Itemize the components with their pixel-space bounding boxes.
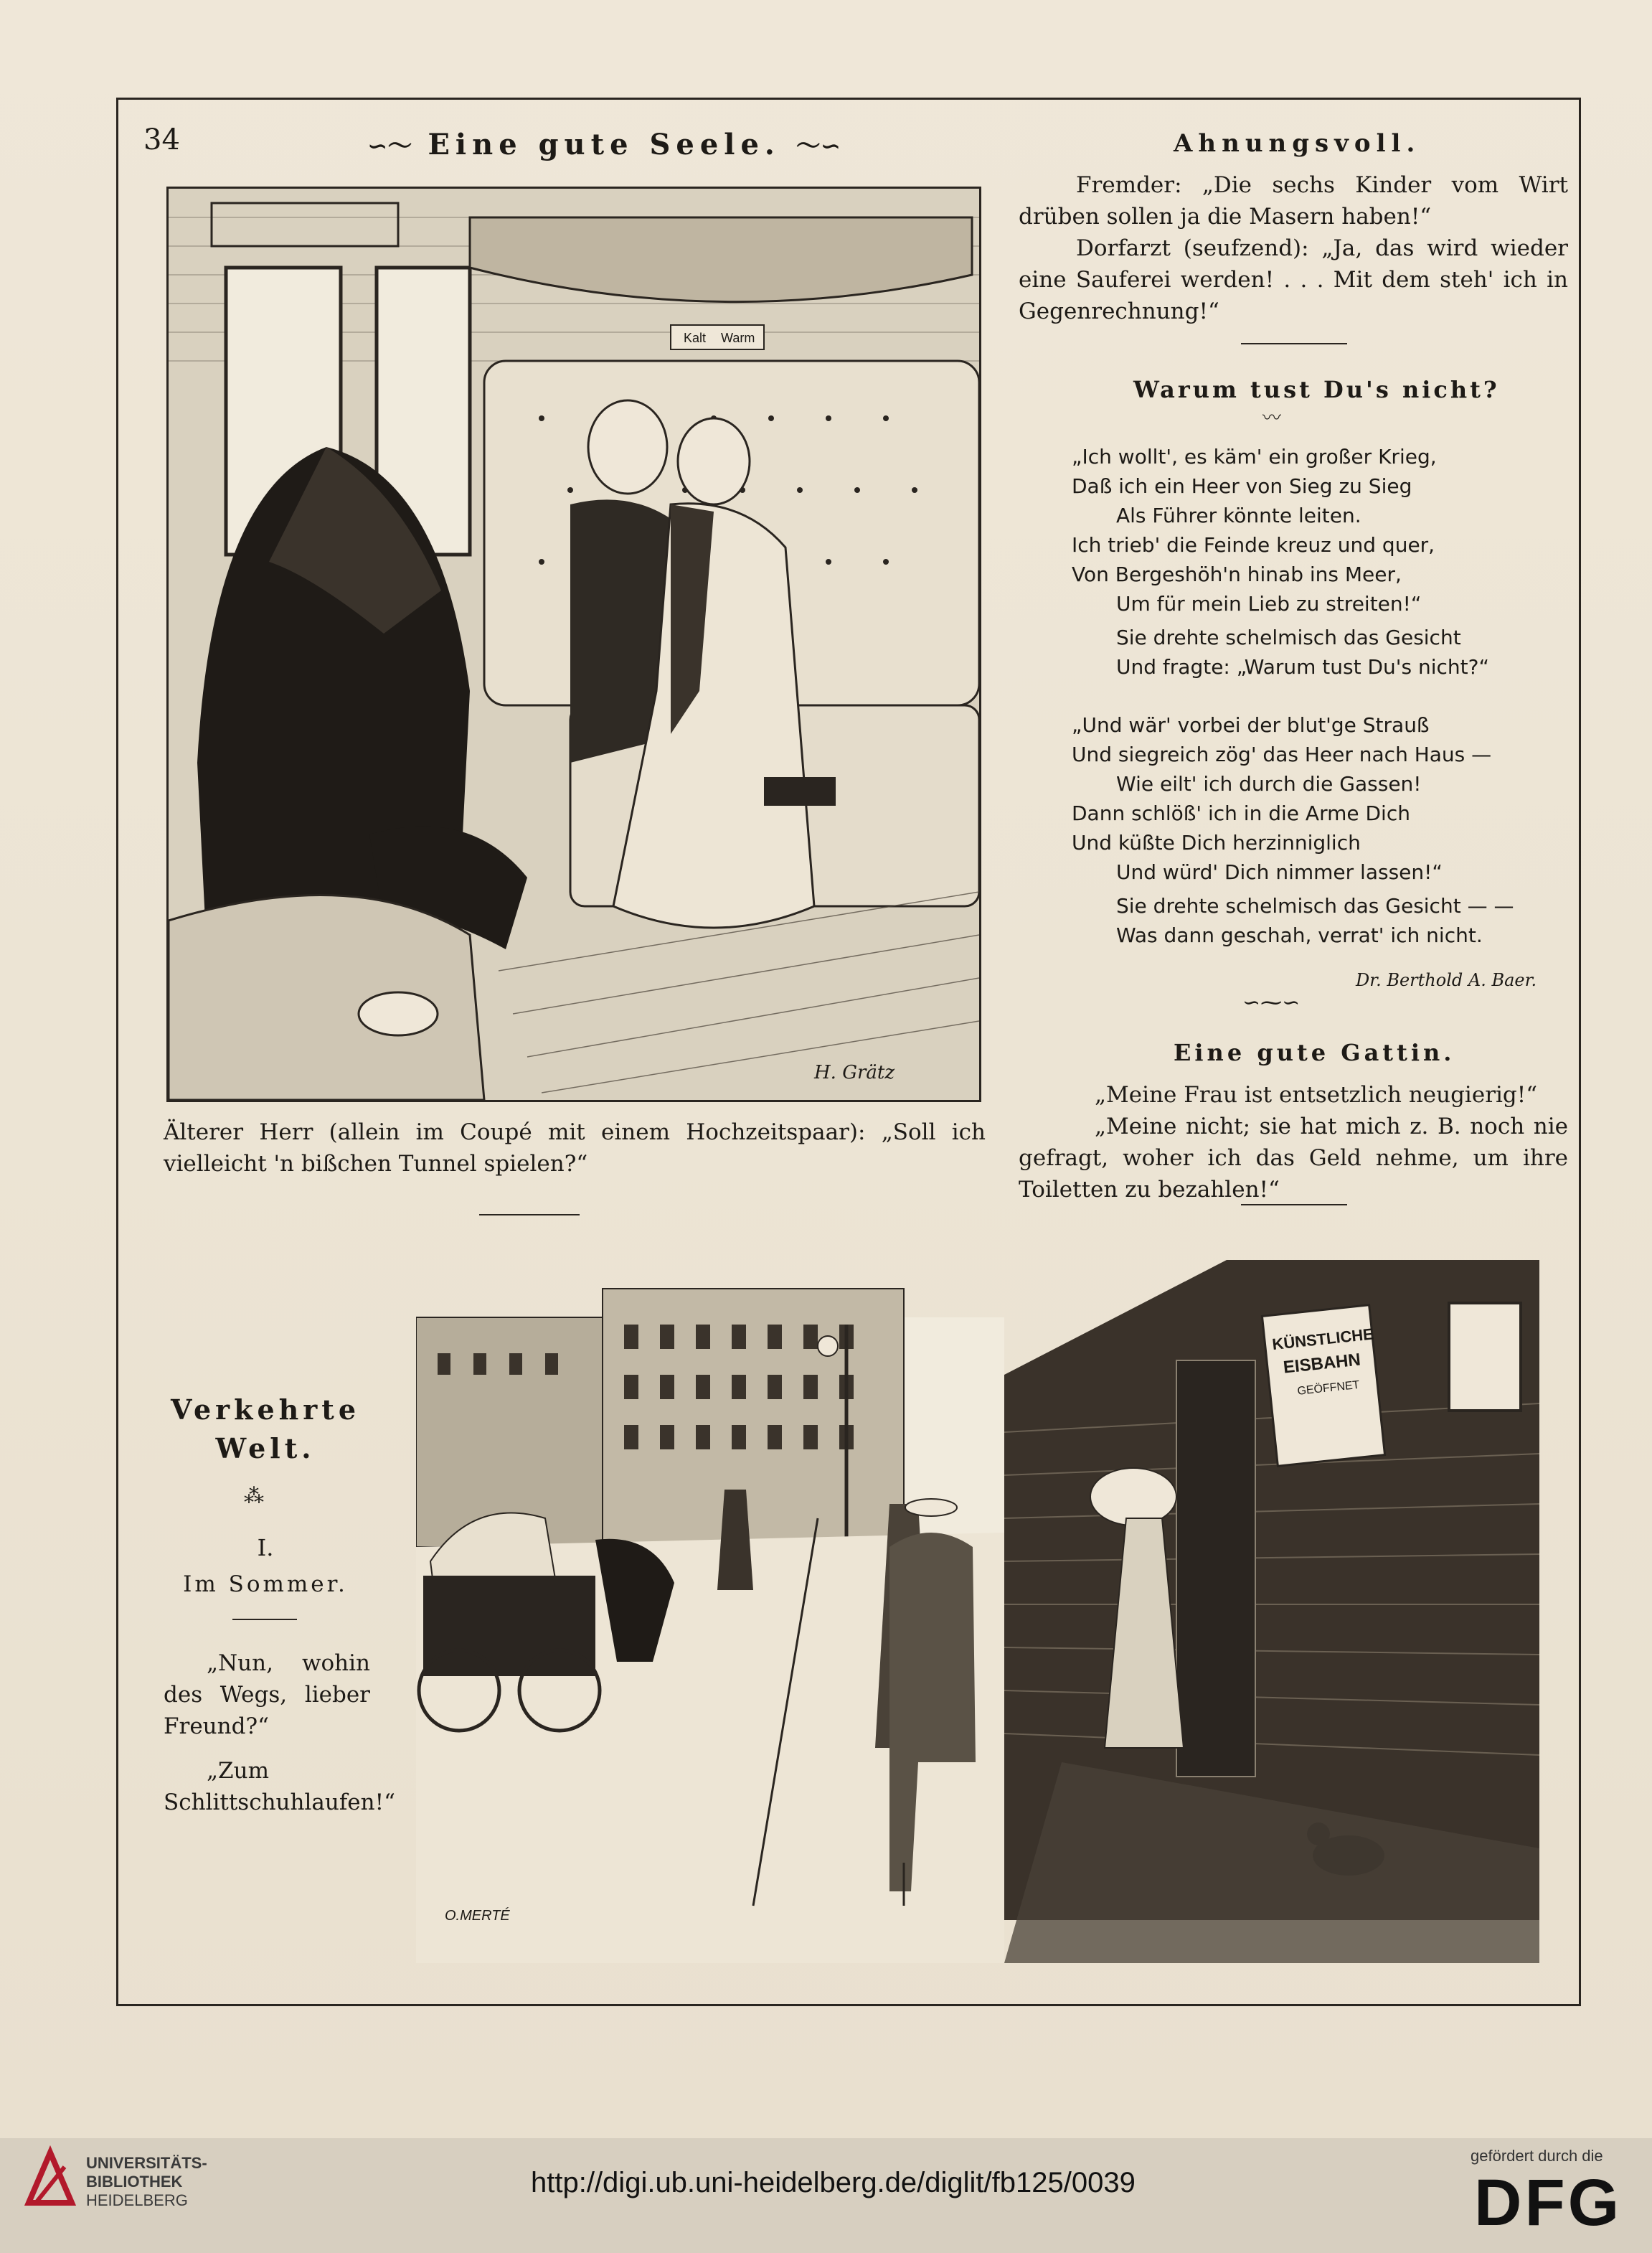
gattin-paragraph-1: „Meine Frau ist entsetzlich neugierig!“ xyxy=(1095,1082,1538,1108)
verkehrte-title-line1: Verkehrte xyxy=(170,1393,361,1426)
verkehrte-text-1: „Nun, wohin des Wegs, lieber Freund?“ xyxy=(164,1650,370,1739)
poem-line: Wie eilt' ich durch die Gassen! xyxy=(1116,772,1422,796)
poem-line: Und küßte Dich herzinniglich xyxy=(1072,831,1361,855)
cartoon1-artist-signature: H. Grätz xyxy=(814,1062,895,1083)
street-scene-illustration xyxy=(416,1260,1539,1963)
poem-stanza-2 xyxy=(1072,710,1574,950)
ahnungsvoll-divider xyxy=(1241,343,1347,344)
poem-line: Und siegreich zög' das Heer nach Haus — xyxy=(1072,743,1492,766)
university-name xyxy=(86,2154,207,2210)
cartoon-title-text: Eine gute Seele. xyxy=(428,128,780,161)
ahnungsvoll-paragraph-2: Dorfarzt (seufzend): „Ja, das wird wieder eine Sauferei werden! . . . Mit dem steh' ich in Gegenrechnung!“ xyxy=(1019,235,1568,324)
poem-line: Und fragte: „Warum tust Du's nicht?“ xyxy=(1116,655,1489,679)
verkehrte-ornament-icon: ⁂ xyxy=(244,1484,264,1508)
caption-divider xyxy=(479,1214,580,1215)
poem-line: Sie drehte schelmisch das Gesicht — — xyxy=(1116,894,1514,918)
permalink-url[interactable]: http://digi.ub.uni-heidelberg.de/diglit/fb125/0039 xyxy=(531,2167,1136,2198)
university-line-1: UNIVERSITÄTS- xyxy=(86,2154,207,2172)
university-line-3: HEIDELBERG xyxy=(86,2191,188,2209)
verkehrte-numeral: I. xyxy=(257,1534,274,1561)
ahnungsvoll-paragraph-1: Fremder: „Die sechs Kinder vom Wirt drüben sollen ja die Masern haben!“ xyxy=(1019,172,1568,230)
sign-warm: Warm xyxy=(721,331,755,345)
poem-line: Um für mein Lieb zu streiten!“ xyxy=(1116,592,1422,616)
poem-line: „Ich wollt', es käm' ein großer Krieg, xyxy=(1072,445,1437,469)
street-scene-drawing xyxy=(416,1260,1539,1963)
sign-geoffnet: GEÖFFNET xyxy=(1296,1378,1361,1398)
poem-stanza-1 xyxy=(1072,442,1574,682)
poem-line: Als Führer könnte leiten. xyxy=(1116,504,1361,527)
verkehrte-divider xyxy=(232,1619,297,1620)
poem-line: Was dann geschah, verrat' ich nicht. xyxy=(1116,923,1483,947)
right-ornament-icon: 〜∽ xyxy=(796,132,841,161)
poem-end-ornament-icon: ∽⁓∽ xyxy=(1242,990,1301,1015)
poem-line: Und würd' Dich nimmer lassen!“ xyxy=(1116,860,1443,884)
gattin-divider xyxy=(1241,1204,1347,1205)
sign-kalt: Kalt xyxy=(684,331,707,345)
poem-line: Von Bergeshöh'n hinab ins Meer, xyxy=(1072,563,1402,586)
ahnungsvoll-title: Ahnungsvoll. xyxy=(1174,129,1421,158)
gattin-paragraph-2: „Meine nicht; sie hat mich z. B. noch nie gefragt, woher ich das Geld nehme, um ihre Toiletten zu bezahlen!“ xyxy=(1019,1114,1568,1203)
poem-line: Dann schlöß' ich in die Arme Dich xyxy=(1072,801,1410,825)
gattin-title: Eine gute Gattin. xyxy=(1174,1039,1455,1066)
poem-line: Sie drehte schelmisch das Gesicht xyxy=(1116,626,1461,649)
sign-kunstliche: KÜNSTLICHE xyxy=(1271,1325,1374,1354)
verkehrte-subtitle: Im Sommer. xyxy=(183,1571,348,1597)
poem-line: „Und wär' vorbei der blut'ge Strauß xyxy=(1072,713,1430,737)
poem-title: Warum tust Du's nicht? xyxy=(1133,376,1500,403)
cartoon2-artist-signature: O.MERTÉ xyxy=(445,1908,510,1924)
poem-title-ornament-icon: 〰 xyxy=(1262,408,1282,429)
funded-by-label: gefördert durch die xyxy=(1471,2147,1603,2165)
university-logo-icon xyxy=(22,2145,79,2217)
dfg-logo: DFG xyxy=(1474,2166,1623,2239)
cartoon-caption: Älterer Herr (allein im Coupé mit einem Hochzeitspaar): „Soll ich vielleicht 'n bißchen Tunnel spielen?“ xyxy=(164,1119,986,1177)
cartoon-title xyxy=(367,126,841,161)
page-number: 34 xyxy=(143,123,180,156)
train-compartment-drawing xyxy=(169,189,979,1100)
poem-author: Dr. Berthold A. Baer. xyxy=(1356,970,1537,990)
university-line-2: BIBLIOTHEK xyxy=(86,2173,183,2191)
poem-line: Daß ich ein Heer von Sieg zu Sieg xyxy=(1072,474,1412,498)
train-compartment-illustration xyxy=(166,187,981,1102)
poem-line: Ich trieb' die Feinde kreuz und quer, xyxy=(1072,533,1435,557)
sign-eisbahn: EISBAHN xyxy=(1282,1350,1361,1378)
left-ornament-icon: ∽〜 xyxy=(367,132,412,161)
verkehrte-title-line2: Welt. xyxy=(215,1432,316,1464)
verkehrte-text-2: „Zum Schlittschuhlaufen!“ xyxy=(164,1758,395,1815)
